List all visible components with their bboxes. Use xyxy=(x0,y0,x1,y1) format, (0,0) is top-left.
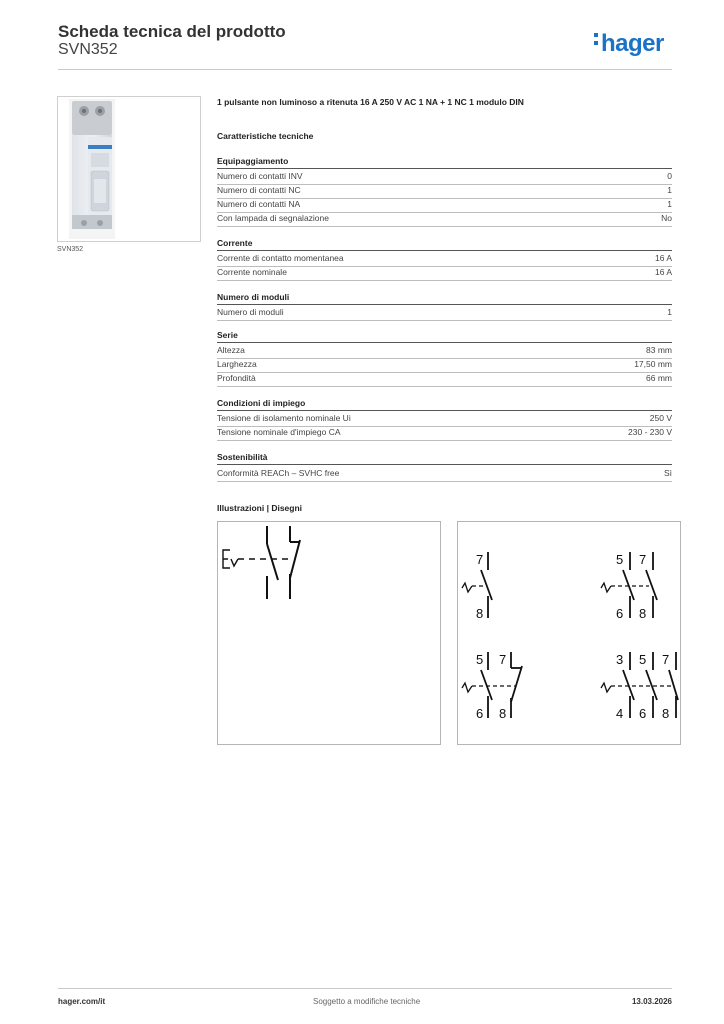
spec-label: Corrente nominale xyxy=(217,267,287,277)
spec-row xyxy=(217,344,672,359)
spec-label: Numero di moduli xyxy=(217,307,284,317)
terminal-label: 3 xyxy=(616,652,624,667)
section-title-condizioni-impiego: Condizioni di impiego xyxy=(217,398,672,411)
brand-name: hager xyxy=(601,30,664,57)
spec-row xyxy=(217,467,672,482)
spec-value: 83 mm xyxy=(646,345,672,355)
spec-label: Corrente di contatto momentanea xyxy=(217,253,344,263)
terminal-label: 6 xyxy=(639,706,647,721)
section-title-numero-moduli: Numero di moduli xyxy=(217,292,672,305)
terminal-label: 8 xyxy=(662,706,670,721)
footer-website-link[interactable]: hager.com/it xyxy=(58,997,106,1006)
terminal-label: 5 xyxy=(476,652,484,667)
spec-value: 17,50 mm xyxy=(634,359,672,369)
section-title-sostenibilita: Sostenibilità xyxy=(217,452,672,465)
footer-note: Soggetto a modifiche tecniche xyxy=(313,997,421,1006)
spec-value: 1 xyxy=(667,307,672,317)
spec-value: 66 mm xyxy=(646,373,672,383)
terminal-label: 5 xyxy=(639,652,647,667)
terminal-label: 7 xyxy=(499,652,507,667)
spec-label: Numero di contatti INV xyxy=(217,171,303,181)
product-code: SVN352 xyxy=(58,41,118,58)
spec-label: Numero di contatti NA xyxy=(217,199,301,209)
spec-row xyxy=(217,170,672,185)
terminal-diagrams-box xyxy=(457,521,681,745)
spec-value: 250 V xyxy=(649,413,672,423)
terminal-label: 8 xyxy=(476,606,484,621)
illustrations-heading: Illustrazioni | Disegni xyxy=(217,503,303,513)
spec-value: No xyxy=(661,213,672,223)
spec-row xyxy=(217,212,672,227)
section-title-serie: Serie xyxy=(217,330,672,343)
spec-row xyxy=(217,426,672,441)
terminal-label: 8 xyxy=(639,606,647,621)
spec-value: 0 xyxy=(667,171,672,181)
spec-label: Conformità REACh – SVHC free xyxy=(217,468,340,478)
spec-label: Tensione di isolamento nominale Ui xyxy=(217,413,351,423)
footer-divider xyxy=(58,988,672,989)
terminal-label: 5 xyxy=(616,552,624,567)
terminal-label: 6 xyxy=(476,706,484,721)
terminal-label: 7 xyxy=(639,552,647,567)
spec-label: Numero di contatti NC xyxy=(217,185,301,195)
spec-label: Larghezza xyxy=(217,359,257,369)
spec-label: Altezza xyxy=(217,345,245,355)
spec-value: 16 A xyxy=(654,267,672,277)
product-image xyxy=(57,96,201,242)
spec-row xyxy=(217,266,672,281)
terminal-label: 4 xyxy=(616,706,624,721)
header-divider xyxy=(58,69,672,70)
spec-label: Tensione nominale d'impiego CA xyxy=(217,427,341,437)
section-title-equipaggiamento: Equipaggiamento xyxy=(217,156,672,169)
terminal-label: 6 xyxy=(616,606,624,621)
spec-value: 230 - 230 V xyxy=(628,427,672,437)
spec-value: Sì xyxy=(663,468,672,478)
spec-row xyxy=(217,198,672,213)
spec-row xyxy=(217,252,672,267)
din-switch-device-image xyxy=(58,97,200,241)
product-description: 1 pulsante non luminoso a ritenuta 16 A 250 V AC 1 NA + 1 NC 1 modulo DIN xyxy=(217,97,524,107)
page-title: Scheda tecnica del prodotto xyxy=(58,22,286,41)
spec-label: Profondità xyxy=(217,373,256,383)
spec-value: 1 xyxy=(667,185,672,195)
terminal-wiring-diagrams xyxy=(458,522,680,744)
product-image-caption: SVN352 xyxy=(57,246,84,253)
footer-date: 13.03.2026 xyxy=(631,997,672,1006)
switch-symbol-box xyxy=(217,521,441,745)
terminal-label: 7 xyxy=(662,652,670,667)
spec-label: Con lampada di segnalazione xyxy=(217,213,329,223)
logo-dots-icon xyxy=(594,29,600,49)
brand-logo[interactable] xyxy=(594,30,664,58)
spec-row xyxy=(217,358,672,373)
spec-row xyxy=(217,184,672,199)
spec-row xyxy=(217,306,672,321)
spec-value: 1 xyxy=(667,199,672,209)
spec-value: 16 A xyxy=(654,253,672,263)
terminal-label: 8 xyxy=(499,706,507,721)
pushbutton-switch-symbol xyxy=(218,522,440,744)
specs-heading: Caratteristiche tecniche xyxy=(217,131,314,141)
spec-row xyxy=(217,412,672,427)
spec-row xyxy=(217,372,672,387)
section-title-corrente: Corrente xyxy=(217,238,672,251)
terminal-label: 7 xyxy=(476,552,484,567)
